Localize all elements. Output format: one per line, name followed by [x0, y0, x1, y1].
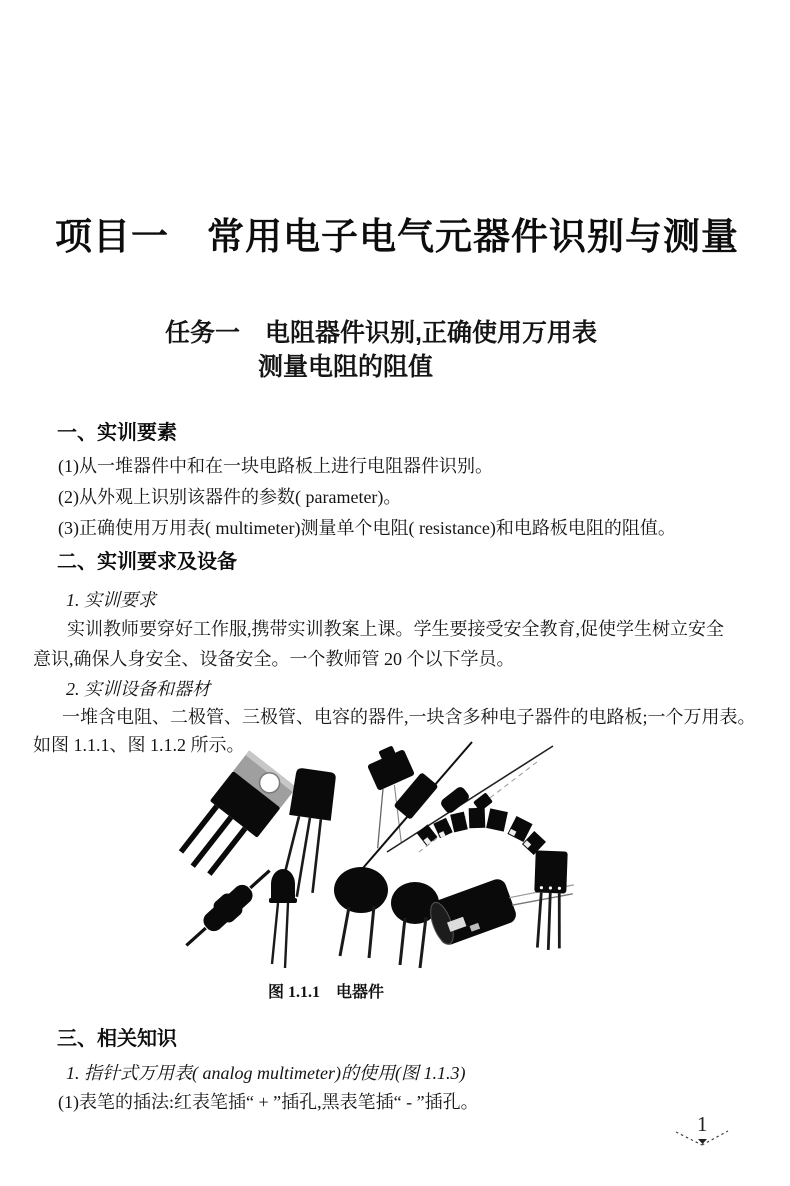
- task-title: [165, 316, 597, 384]
- page-number-ornament-icon: [674, 1127, 732, 1149]
- led-icon: [269, 869, 297, 968]
- section2-sub2-text-line1: 一堆含电阻、二极管、三极管、电容的器件,一块含多种电子器件的电路板;一个万用表。: [62, 707, 756, 727]
- disc-capacitor2-icon: [391, 882, 439, 968]
- section2-sub1-title: 1. 实训要求: [66, 590, 156, 610]
- figure-caption: 图 1.1.1 电器件: [268, 984, 385, 1001]
- page-number: 1: [697, 1112, 708, 1136]
- to220-transistor-icon: [172, 750, 297, 886]
- section2-sub2-title: 2. 实训设备和器材: [66, 679, 210, 699]
- section1-item1: (1)从一堆器件中和在一块电路板上进行电阻器件识别。: [58, 456, 493, 476]
- section1-item2: (2)从外观上识别该器件的参数( parameter)。: [58, 487, 402, 507]
- section3-item1: (1)表笔的插法:红表笔插“ + ”插孔,黑表笔插“ - ”插孔。: [58, 1092, 479, 1112]
- section3-sub1-title: 1. 指针式万用表( analog multimeter)的使用(图 1.1.3): [66, 1063, 466, 1083]
- components-photo-figure: [165, 740, 625, 978]
- axial-resistor2-icon: [178, 861, 279, 955]
- section2-sub2-text-line2: 如图 1.1.1、图 1.1.2 所示。: [33, 735, 245, 755]
- section3-heading: 三、相关知识: [57, 1028, 177, 1050]
- task-title-line2: 测量电阻的阻值: [258, 353, 434, 381]
- section1-heading: 一、实训要素: [57, 422, 177, 444]
- section2-sub1-text-line2: 意识,确保人身安全、设备安全。一个教师管 20 个以下学员。: [33, 649, 515, 669]
- disc-capacitor1-icon: [334, 867, 388, 958]
- section1-item3: (3)正确使用万用表( multimeter)测量单个电阻( resistance)和电路板电阻的阻值。: [58, 518, 676, 538]
- smd-chips-arc-icon: [417, 808, 546, 855]
- section2-heading: 二、实训要求及设备: [57, 551, 237, 573]
- task-title-line1: 任务一 电阻器件识别,正确使用万用表: [165, 319, 597, 347]
- section2-sub1-text-line1: 实训教师要穿好工作服,携带实训教案上课。学生要接受安全教育,促使学生树立安全: [67, 619, 724, 639]
- chapter-title: 项目一 常用电子电气元器件识别与测量: [55, 217, 739, 258]
